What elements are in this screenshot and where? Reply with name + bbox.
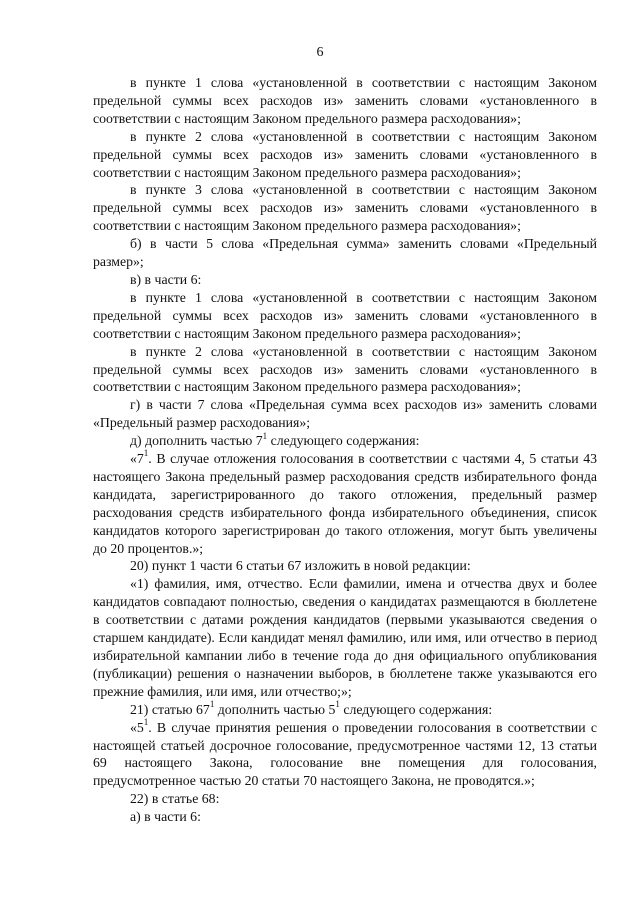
paragraph (93, 432, 597, 450)
superscript: 1 (262, 430, 268, 441)
paragraph (93, 450, 597, 557)
paragraph: в) в части 6: (130, 271, 202, 287)
paragraph: г) в части 7 слова «Предельная сумма всех расходов из» заменить словами «Предельный размер расходования»; (93, 397, 597, 431)
paragraph: «1) фамилия, имя, отчество. Если фамилии, имена и отчества двух и более кандидатов совпадают полностью, сведения о кандидатах размещаются в бюллетене в соответствии с датами рождения кандидатов (первыми указываются сведения о старшем кандидате). Если кандидат менял фамилию, или имя, или отчество в период избирательной кампании либо в течение года до дня официального опубликования (публикации) решения о назначении выборов, в бюллетене также указываются его прежние фамилия, или имя, или отчество;»; (93, 576, 597, 699)
paragraph-text: «5 (130, 719, 144, 735)
paragraph: в пункте 3 слова «установленной в соответствии с настоящим Законом предельной суммы всех расходов из» заменить словами «установленного в соответствии с настоящим Законом предельного размера расходования»; (93, 182, 597, 234)
paragraph: в пункте 1 слова «установленной в соответствии с настоящим Законом предельной суммы всех расходов из» заменить словами «установленного в соответствии с настоящим Законом предельного размера расходования»; (93, 75, 597, 126)
superscript: 1 (335, 699, 340, 710)
paragraph: в пункте 1 слова «установленной в соответствии с настоящим Законом предельной суммы всех расходов из» заменить словами «установленного в соответствии с настоящим Законом предельного размера расходования»; (93, 289, 597, 341)
paragraph-text: . В случае принятия решения о проведении голосования в соответствии с настоящей статьей досрочное голосование, предусмотренное частями 12, 13 статьи 69 настоящего Закона, голосование вне помещения для голосования, предусмотренное частью 20 статьи 70 настоящего Закона, не проводятся.»; (93, 719, 597, 789)
paragraph: в пункте 2 слова «установленной в соответствии с настоящим Законом предельной суммы всех расходов из» заменить словами «установленного в соответствии с настоящим Законом предельного размера расходования»; (93, 343, 597, 395)
superscript: 1 (209, 699, 215, 710)
document-body (93, 74, 597, 826)
paragraph: б) в части 5 слова «Предельная сумма» заменить словами «Предельный размер»; (93, 236, 597, 270)
paragraph (93, 719, 597, 791)
paragraph-text: дополнить частью 5 (214, 701, 336, 717)
paragraph-text: следующего содержания: (267, 433, 420, 449)
paragraph-text: . В случае отложения голосования в соответствии с частями 4, 5 статьи 43 настоящего Закона предельный размер расходования средств избирательного фонда кандидата, зарегистрированного до такого отложения, предельный размер расходования средств избирательного фонда избирательного объединения, список кандидатов которого зарегистрирован до такого отложения, могут быть увеличены до 20 процентов.»; (93, 451, 597, 556)
paragraph-text: 21) статью 67 (130, 701, 210, 717)
paragraph-text: «7 (130, 451, 144, 467)
paragraph (93, 701, 597, 719)
page-number: 6 (316, 45, 324, 60)
paragraph-text: д) дополнить частью 7 (130, 433, 263, 449)
paragraph: 22) в статье 68: (130, 791, 220, 807)
superscript: 1 (143, 448, 149, 459)
superscript: 1 (143, 717, 149, 728)
paragraph: 20) пункт 1 части 6 статьи 67 изложить в новой редакции: (130, 558, 471, 574)
paragraph-text: следующего содержания: (339, 701, 493, 717)
paragraph: в пункте 2 слова «установленной в соответствии с настоящим Законом предельной суммы всех расходов из» заменить словами «установленного в соответствии с настоящим Законом предельного размера расходования»; (93, 128, 597, 180)
paragraph: а) в части 6: (130, 809, 201, 825)
